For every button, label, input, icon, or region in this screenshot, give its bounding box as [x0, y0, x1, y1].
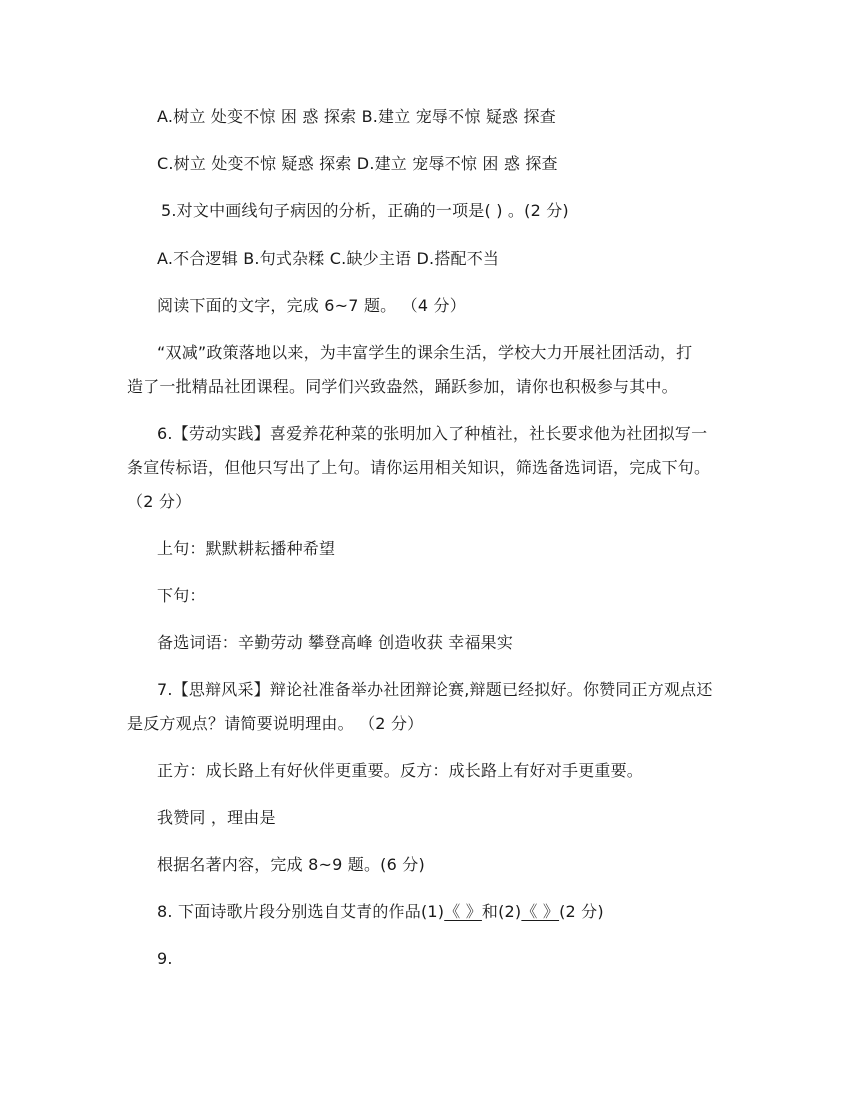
q9-number: 9.	[157, 949, 173, 968]
passage-line1: “双减”政策落地以来，为丰富学生的课余生活，学校大力开展社团活动，打	[157, 343, 693, 362]
q6-upper-line: 上句：默默耕耘播种希望	[157, 539, 336, 558]
q6-stem-line1: 6.【劳动实践】喜爱养花种菜的张明加入了种植社，社长要求他为社团拟写一	[157, 424, 708, 443]
q7-stem-line2: 是反方观点？请简要说明理由。 （2 分）	[127, 714, 424, 733]
q8-prefix: 8. 下面诗歌片段分别选自艾青的作品(1)	[157, 902, 445, 921]
q5-stem: 5.对文中画线句子病因的分析，正确的一项是( ) 。(2 分)	[161, 201, 569, 220]
q8-blank-2: 《 》	[521, 902, 560, 921]
passage-line2: 造了一批精品社团课程。同学们兴致盎然，踊跃参加，请你也积极参与其中。	[127, 377, 678, 396]
q8-blank-1: 《 》	[444, 902, 482, 921]
q6-stem-line3: （2 分）	[127, 492, 192, 511]
classics-intro: 根据名著内容，完成 8~9 题。(6 分)	[157, 855, 425, 874]
q7-stem-line1: 7.【思辩风采】辩论社准备举办社团辩论赛,辩题已经拟好。你赞同正方观点还	[157, 680, 713, 699]
q8-suffix: (2 分)	[559, 902, 604, 921]
q7-sides: 正方：成长路上有好伙伴更重要。反方：成长路上有好对手更重要。	[157, 761, 644, 780]
q6-lower-line: 下句：	[157, 586, 206, 605]
q5-options: A.不合逻辑 B.句式杂糅 C.缺少主语 D.搭配不当	[157, 249, 500, 268]
reading-intro: 阅读下面的文字，完成 6~7 题。 （4 分）	[157, 296, 466, 315]
q6-candidates: 备选词语：辛勤劳动 攀登高峰 创造收获 幸福果实	[157, 633, 514, 652]
q4-options-line2: C.树立 处变不惊 疑惑 探索 D.建立 宠辱不惊 困 惑 探查	[157, 154, 558, 173]
q7-answer-line: 我赞同 ，理由是	[157, 808, 276, 827]
q6-stem-line2: 条宣传标语，但他只写出了上句。请你运用相关知识，筛选备选词语，完成下句。	[127, 458, 711, 477]
q8-middle: 和(2)	[481, 902, 522, 921]
q4-options-line1: A.树立 处变不惊 困 惑 探索 B.建立 宠辱不惊 疑惑 探查	[157, 107, 556, 126]
q8-stem	[157, 902, 604, 922]
